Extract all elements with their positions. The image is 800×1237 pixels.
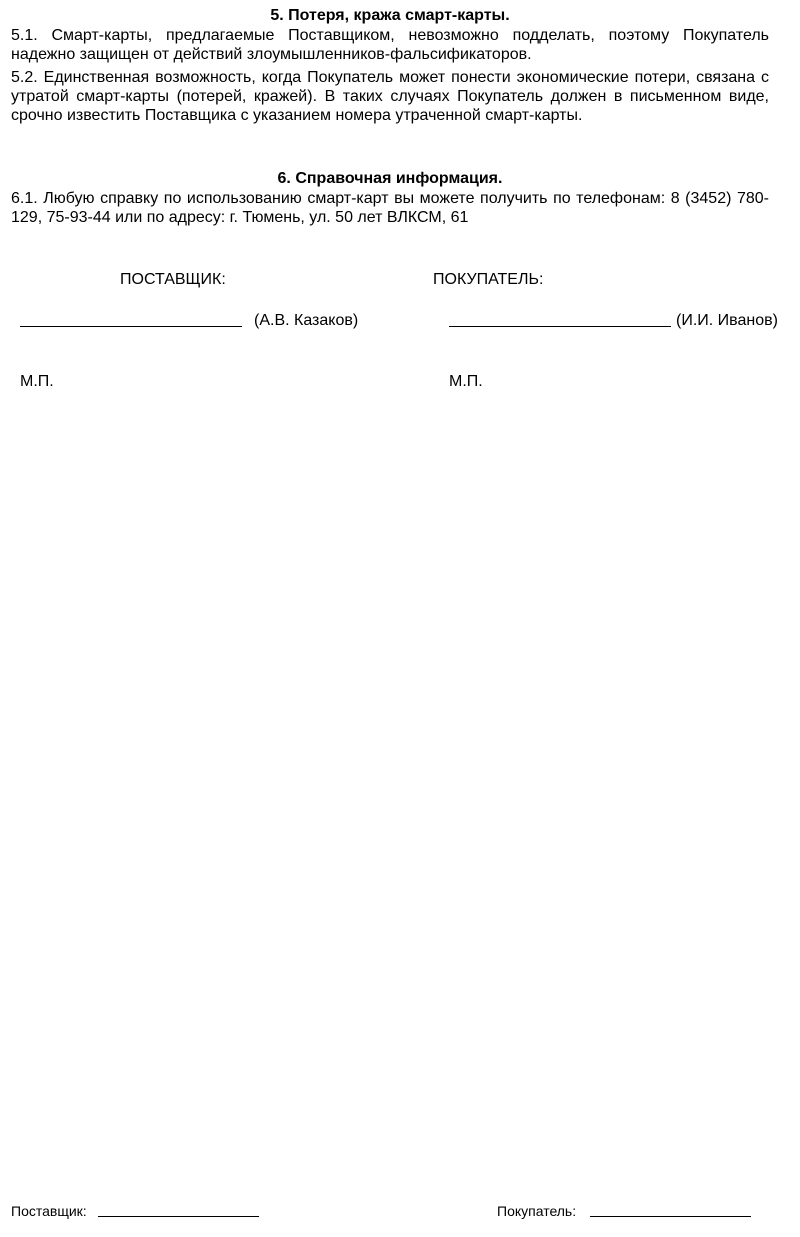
buyer-stamp-label: М.П. (449, 373, 483, 390)
supplier-stamp-label: М.П. (20, 373, 54, 390)
section-5-paragraph-2: 5.2. Единственная возможность, когда Покупатель может понести экономические потери, связана с утратой смарт-карты (потерей, кражей). В таких случаях Покупатель должен в письменном виде, срочно известить Поставщика с указанием номера утраченной смарт-карты. (11, 69, 769, 124)
footer-buyer-label: Покупатель: (497, 1203, 577, 1219)
section-5-paragraph-1: 5.1. Смарт-карты, предлагаемые Поставщиком, невозможно подделать, поэтому Покупатель надежно защищен от действий злоумышленников-фальсификаторов. (11, 27, 769, 63)
footer-buyer-line (590, 1216, 751, 1217)
section-5-title: 5. Потеря, кража смарт-карты. (270, 7, 510, 24)
section-6-paragraph-1: 6.1. Любую справку по использованию смарт-карт вы можете получить по телефонам: 8 (3452) 780-129, 75-93-44 или по адресу: г. Тюмень, ул. 50 лет ВЛКСМ, 61 (11, 190, 769, 226)
buyer-signature-line (449, 326, 671, 327)
footer-supplier-line (98, 1216, 259, 1217)
footer-supplier-label: Поставщик: (11, 1203, 87, 1219)
supplier-heading: ПОСТАВЩИК: (120, 271, 226, 288)
supplier-signature-line (20, 326, 242, 327)
section-6-title: 6. Справочная информация. (277, 170, 503, 187)
supplier-name: (А.В. Казаков) (254, 312, 359, 329)
buyer-name: (И.И. Иванов) (676, 312, 778, 329)
buyer-heading: ПОКУПАТЕЛЬ: (433, 271, 544, 288)
